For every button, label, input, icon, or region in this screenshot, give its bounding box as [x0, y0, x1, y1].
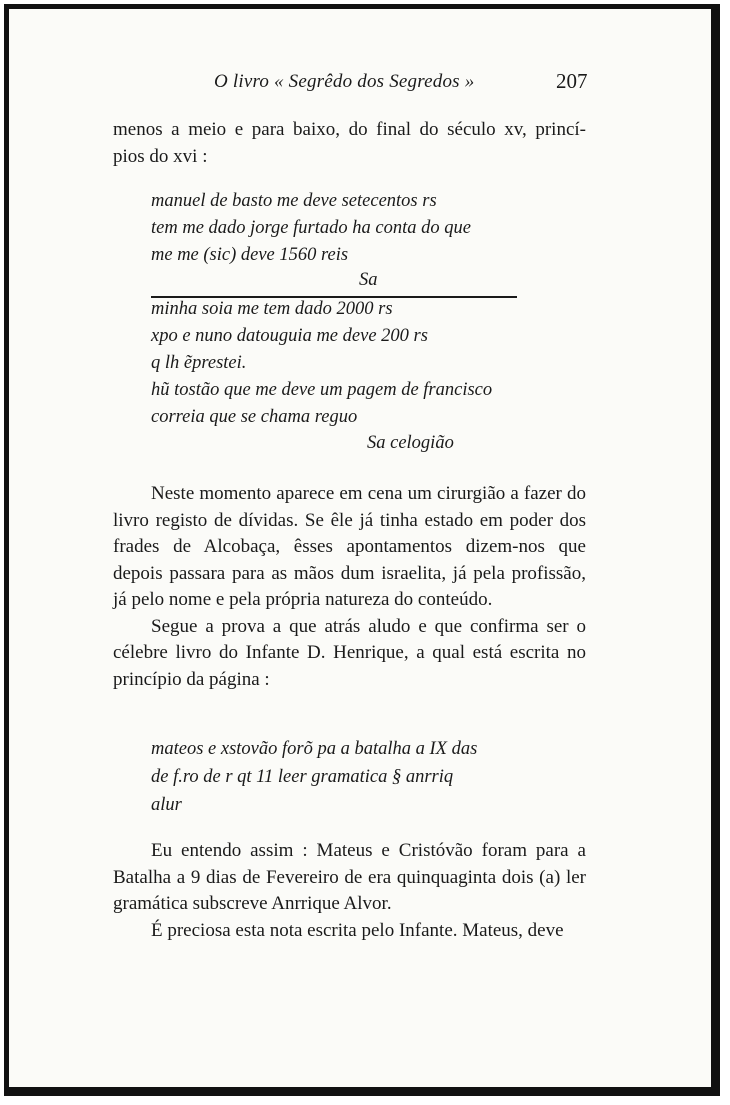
page-number: 207 — [556, 69, 588, 93]
quote-line: correia que se chama reguo — [151, 407, 358, 427]
quote-line: hũ tostão que me deve um pagem de francisco — [151, 380, 493, 400]
quote-line: manuel de basto me deve setecentos rs — [151, 191, 437, 211]
quote-line: mateos e xstovão forõ pa a batalha a IX das — [151, 739, 478, 759]
paragraph-preciosa: É preciosa esta nota escrita pelo Infante. Mateus, deve — [151, 919, 564, 941]
running-title: O livro « Segrêdo dos Segredos » — [214, 71, 475, 92]
quote-line: alur — [151, 795, 182, 815]
intro-line-1: menos a meio e para baixo, do final do século xv, princí- — [113, 119, 586, 140]
paragraph-interpretation: Eu entendo assim : Mateus e Cristóvão foram para a Batalha a 9 dias de Fevereiro de era quinquaginta dois (a) ler gramática subscreve Anrrique Alvor. — [113, 840, 586, 914]
quote-line: de f.ro de r qt 11 leer gramatica § anrriq — [151, 767, 454, 787]
intro-line-2: pios do xvi : — [113, 145, 208, 167]
signature-sa-celogiao: Sa celogião — [367, 433, 454, 453]
book-page — [4, 4, 720, 1096]
quote-line: q lh ẽprestei. — [151, 353, 247, 373]
paragraph-cirurgiao: Neste momento aparece em cena um cirurgião a fazer do livro registo de dívidas. Se êle já tinha estado em poder dos frades de Alcobaça, êsses apontamentos dizem-nos que depois passara para as mãos dum israelita, já pela profissão, já pelo nome e pela própria natureza do conteúdo. — [113, 483, 586, 610]
body-paragraphs-1 — [113, 481, 586, 693]
quote-line: me me (sic) deve 1560 reis — [151, 245, 349, 265]
quote-line: tem me dado jorge furtado ha conta do que — [151, 218, 471, 238]
intro-text — [113, 117, 586, 170]
paragraph-prova: Segue a prova a que atrás aludo e que confirma ser o célebre livro do Infante D. Henrique, a qual está escrita no princípio da página : — [113, 615, 586, 690]
quote-line: xpo e nuno datouguia me deve 200 rs — [151, 326, 428, 346]
divider-rule — [151, 296, 517, 298]
signature-sa: Sa — [359, 270, 378, 290]
quote-line: minha soia me tem dado 2000 rs — [151, 299, 393, 319]
body-paragraphs-2 — [113, 838, 586, 944]
page-header — [9, 69, 711, 99]
